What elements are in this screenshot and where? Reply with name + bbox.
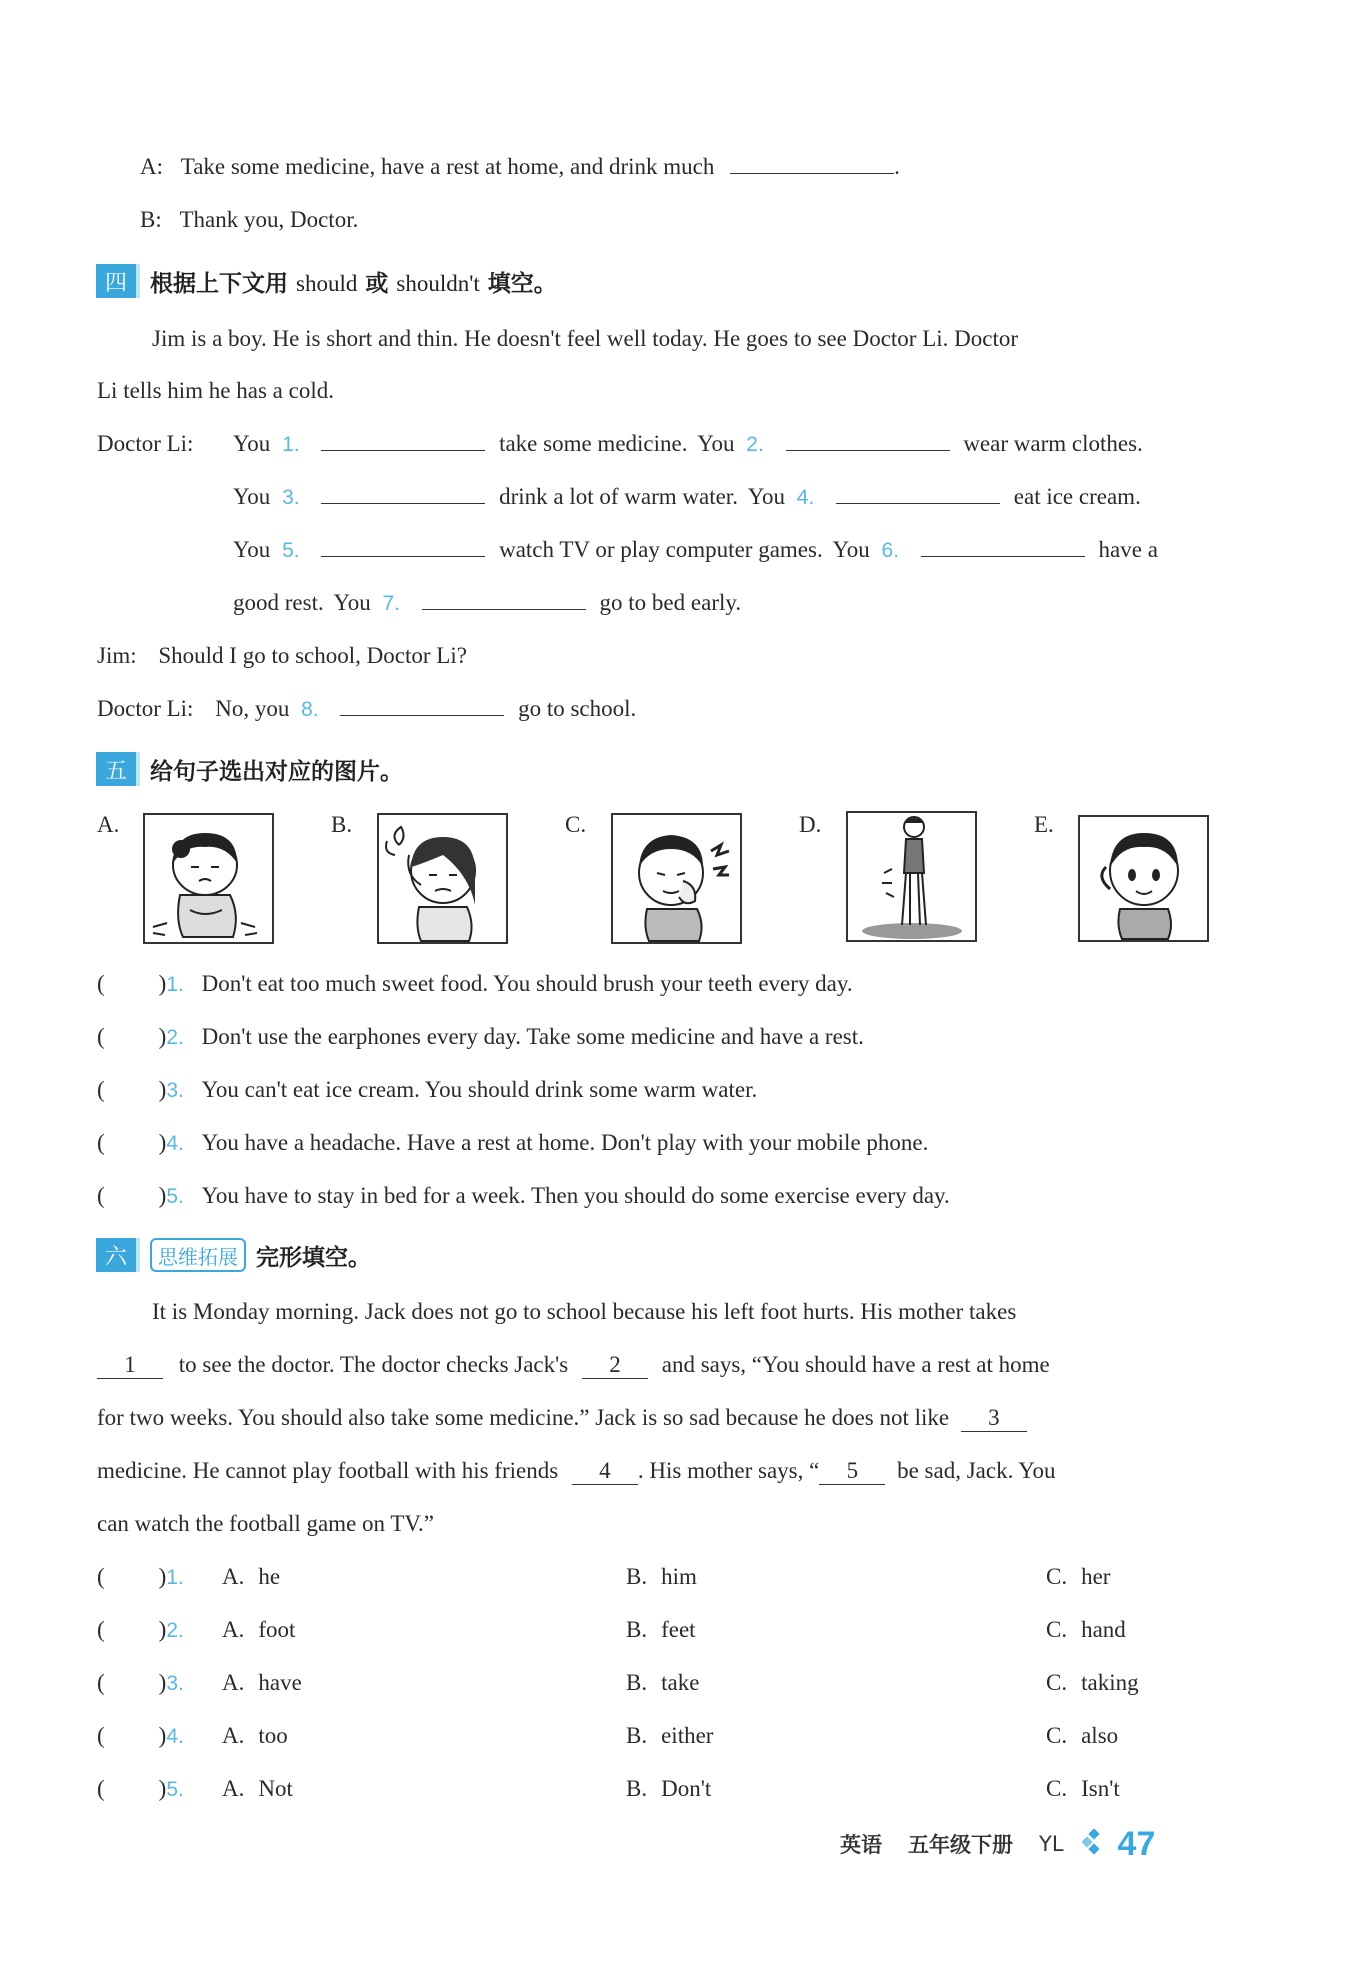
passage-text: . His mother says, “	[637, 1458, 820, 1483]
sentence-text: You have a headache. Have a rest at home. Don't play with your mobile phone.	[201, 1130, 929, 1155]
option-text: he	[258, 1564, 281, 1589]
sentence-text: watch TV or play computer games.	[499, 537, 823, 562]
paren-open: (	[97, 1183, 105, 1208]
match-item	[97, 1075, 757, 1106]
sentence-text: go to school.	[518, 696, 637, 721]
option-label: C.	[1046, 1564, 1068, 1589]
passage-text: medicine. He cannot play football with his friends	[97, 1458, 559, 1483]
match-item	[97, 1181, 950, 1212]
paren-close: )	[158, 971, 167, 996]
answer-slot[interactable]	[105, 1774, 159, 1796]
passage-text: be sad, Jack. You	[897, 1458, 1056, 1483]
sentence-text: wear warm clothes.	[963, 431, 1143, 456]
option-c[interactable]	[1046, 1721, 1118, 1751]
option-label: B.	[626, 1670, 648, 1695]
option-label: A.	[222, 1723, 245, 1748]
speaker-label: B:	[140, 207, 162, 232]
option-row	[97, 1774, 1217, 1805]
jim-line	[97, 641, 467, 671]
item-number: 1.	[282, 433, 300, 456]
item-number: 1.	[166, 1566, 184, 1589]
item-number: 5.	[282, 539, 300, 562]
item-number: 5.	[166, 1778, 184, 1801]
option-label: B.	[626, 1723, 648, 1748]
footer-grade: 五年级下册	[908, 1833, 1013, 1857]
section-title: 完形填空。	[256, 1244, 371, 1271]
paren-open: (	[97, 1564, 105, 1589]
item-number: 2.	[166, 1026, 184, 1049]
answer-slot[interactable]	[105, 1562, 159, 1584]
title-part: should	[296, 270, 358, 296]
paren-open: (	[97, 1024, 105, 1049]
speaker-label: A:	[140, 154, 163, 179]
sentence-text: You can't eat ice cream. You should drink some warm water.	[201, 1077, 758, 1102]
option-b[interactable]	[626, 1562, 697, 1592]
item-number: 5.	[166, 1185, 184, 1208]
sentence-text: Should I go to school, Doctor Li?	[158, 643, 467, 668]
sentence-text: No, you	[215, 696, 290, 721]
paren-close: )	[158, 1183, 167, 1208]
cloze-blank[interactable]: 2	[582, 1352, 648, 1379]
fill-line-4	[233, 588, 741, 619]
option-text: also	[1081, 1723, 1119, 1748]
answer-blank[interactable]	[786, 429, 950, 451]
answer-slot[interactable]	[105, 1128, 159, 1150]
picture-label: B.	[331, 812, 353, 837]
title-part: 或	[365, 270, 389, 297]
picture-label: A.	[97, 812, 120, 837]
option-label: C.	[1046, 1617, 1068, 1642]
section-number-badge: 六	[96, 1238, 140, 1272]
sentence-text: You have to stay in bed for a week. Then you should do some exercise every day.	[201, 1183, 950, 1208]
option-text: either	[661, 1723, 714, 1748]
option-b[interactable]	[626, 1668, 699, 1698]
answer-blank[interactable]	[321, 429, 485, 451]
word: You	[233, 431, 271, 456]
option-label: A.	[222, 1564, 245, 1589]
option-a[interactable]	[222, 1615, 295, 1645]
sentence-text: Don't use the earphones every day. Take some medicine and have a rest.	[201, 1024, 864, 1049]
paren-open: (	[97, 1723, 105, 1748]
intro-text: Jim is a boy. He is short and thin. He doesn't feel well today. He goes to see Doctor Li. Doctor	[152, 326, 1019, 351]
page-number: 47	[1117, 1824, 1156, 1863]
answer-slot[interactable]	[105, 1721, 159, 1743]
answer-blank[interactable]	[321, 482, 485, 504]
fill-line-2	[233, 482, 1141, 513]
word: You	[747, 484, 786, 509]
option-label: C.	[1046, 1776, 1068, 1801]
option-label: A.	[222, 1670, 245, 1695]
option-label: B.	[626, 1564, 648, 1589]
sentence-text: Don't eat too much sweet food. You should brush your teeth every day.	[201, 971, 853, 996]
picture-label: C.	[565, 812, 587, 837]
match-item	[97, 1022, 864, 1053]
option-text: have	[258, 1670, 302, 1695]
section-6-heading	[96, 1238, 371, 1272]
option-text: Not	[258, 1776, 293, 1801]
match-item	[97, 969, 853, 1000]
answer-slot[interactable]	[105, 1668, 159, 1690]
cloze-blank[interactable]: 5	[819, 1458, 885, 1485]
item-number: 3.	[166, 1079, 184, 1102]
section-number-badge: 四	[96, 264, 140, 298]
paren-close: )	[158, 1130, 167, 1155]
answer-slot[interactable]	[105, 1615, 159, 1637]
answer-slot[interactable]	[105, 1181, 159, 1203]
passage-text: to see the doctor. The doctor checks Jack's	[178, 1352, 569, 1377]
match-item	[97, 1128, 928, 1159]
item-number: 4.	[166, 1132, 184, 1155]
option-a[interactable]	[222, 1668, 302, 1698]
option-text: hand	[1081, 1617, 1126, 1642]
diamond-icon	[1082, 1829, 1108, 1860]
option-row	[97, 1562, 1217, 1593]
passage-line	[97, 1350, 1050, 1380]
girl-headache-icon	[377, 813, 508, 944]
title-part: shouldn't	[396, 270, 480, 296]
option-label: A.	[222, 1617, 245, 1642]
dialogue-text: Take some medicine, have a rest at home, and drink much	[180, 154, 715, 179]
thinking-extension-tag: 思维拓展	[150, 1238, 246, 1272]
footer-subject: 英语	[840, 1833, 882, 1857]
paren-close: )	[158, 1776, 167, 1801]
option-text: take	[661, 1670, 700, 1695]
footer-edition: YL	[1039, 1832, 1064, 1856]
title-part: 根据上下文用	[150, 270, 288, 297]
paren-open: (	[97, 1077, 105, 1102]
option-b[interactable]	[626, 1615, 696, 1645]
title-part: 填空。	[487, 270, 557, 297]
section-title: 给句子选出对应的图片。	[150, 758, 403, 785]
sentence-text: have a	[1098, 537, 1158, 562]
answer-blank[interactable]	[836, 482, 1000, 504]
page-footer	[840, 1822, 1155, 1866]
speaker-label: Doctor Li:	[97, 431, 194, 456]
option-text: him	[661, 1564, 697, 1589]
paren-open: (	[97, 1670, 105, 1695]
boy-toothache-icon	[611, 813, 742, 944]
option-c[interactable]	[1046, 1668, 1139, 1698]
word: You	[233, 537, 271, 562]
item-number: 3.	[282, 486, 300, 509]
paren-open: (	[97, 1776, 105, 1801]
answer-slot[interactable]	[105, 1075, 159, 1097]
item-number: 8.	[301, 698, 319, 721]
item-number: 3.	[166, 1672, 184, 1695]
item-number: 1.	[166, 973, 184, 996]
option-c[interactable]	[1046, 1562, 1110, 1592]
option-label: C.	[1046, 1723, 1068, 1748]
answer-blank[interactable]	[422, 588, 586, 610]
option-c[interactable]	[1046, 1615, 1126, 1645]
item-number: 2.	[166, 1619, 184, 1642]
option-b[interactable]	[626, 1721, 713, 1751]
speaker-label: Jim:	[97, 643, 137, 668]
cloze-blank[interactable]: 1	[97, 1352, 163, 1379]
answer-slot[interactable]	[105, 1022, 159, 1044]
paren-open: (	[97, 1130, 105, 1155]
section-4-heading	[96, 264, 557, 298]
section-number-badge: 五	[96, 752, 140, 786]
answer-slot[interactable]	[105, 969, 159, 991]
option-text: Isn't	[1081, 1776, 1120, 1801]
dialogue-line-b	[140, 205, 358, 235]
item-number: 6.	[881, 539, 900, 562]
item-number: 7.	[382, 592, 401, 615]
dialogue-text: Thank you, Doctor.	[179, 207, 359, 232]
option-text: feet	[661, 1617, 696, 1642]
paren-close: )	[158, 1670, 167, 1695]
paren-open: (	[97, 1617, 105, 1642]
option-c[interactable]	[1046, 1774, 1120, 1804]
doctor-answer-line	[97, 694, 636, 725]
paren-open: (	[97, 971, 105, 996]
answer-blank[interactable]	[921, 535, 1085, 557]
word: You	[333, 590, 371, 615]
fill-line-1	[233, 429, 1143, 460]
intro-text: Li tells him he has a cold.	[97, 378, 334, 403]
option-a[interactable]	[222, 1774, 293, 1804]
passage-line	[97, 1456, 1056, 1486]
option-label: A.	[222, 1776, 245, 1801]
option-text: foot	[258, 1617, 296, 1642]
paren-close: )	[158, 1024, 167, 1049]
sentence-text: eat ice cream.	[1013, 484, 1141, 509]
punctuation: .	[894, 154, 900, 179]
sentence-text: good rest.	[233, 590, 324, 615]
boy-earache-icon	[1078, 815, 1209, 942]
option-label: C.	[1046, 1670, 1068, 1695]
option-label: B.	[626, 1617, 648, 1642]
word: You	[233, 484, 271, 509]
paren-close: )	[158, 1564, 167, 1589]
picture-label: E.	[1034, 812, 1054, 837]
answer-blank[interactable]	[730, 152, 894, 174]
option-row	[97, 1721, 1217, 1752]
speaker-label: Doctor Li:	[97, 696, 194, 721]
sentence-text: take some medicine.	[499, 431, 688, 456]
item-number: 4.	[796, 486, 815, 509]
passage-line	[97, 1403, 1027, 1433]
option-text: too	[258, 1723, 288, 1748]
cloze-blank[interactable]: 4	[572, 1458, 638, 1485]
paren-close: )	[158, 1077, 167, 1102]
option-row	[97, 1615, 1217, 1646]
answer-blank[interactable]	[340, 694, 504, 716]
passage-text: can watch the football game on TV.”	[97, 1511, 435, 1536]
option-a[interactable]	[222, 1562, 280, 1592]
fill-line-3	[233, 535, 1158, 566]
answer-blank[interactable]	[321, 535, 485, 557]
sentence-text: drink a lot of warm water.	[499, 484, 738, 509]
option-a[interactable]	[222, 1721, 288, 1751]
item-number: 4.	[166, 1725, 184, 1748]
dialogue-line-a	[140, 152, 900, 182]
passage-text: and says, “You should have a rest at home	[661, 1352, 1050, 1377]
option-text: Don't	[661, 1776, 712, 1801]
paren-close: )	[158, 1723, 167, 1748]
section-title	[150, 265, 557, 298]
picture-label: D.	[799, 812, 822, 837]
section-5-heading	[96, 752, 403, 786]
boy-hurt-leg-icon	[846, 811, 977, 942]
word: You	[832, 537, 870, 562]
option-label: B.	[626, 1776, 648, 1801]
girl-stomachache-icon	[143, 813, 274, 944]
paren-close: )	[158, 1617, 167, 1642]
word: You	[697, 431, 735, 456]
item-number: 2.	[746, 433, 764, 456]
cloze-blank[interactable]: 3	[961, 1405, 1027, 1432]
option-b[interactable]	[626, 1774, 711, 1804]
option-text: taking	[1081, 1670, 1139, 1695]
passage-text: It is Monday morning. Jack does not go to school because his left foot hurts. His mother takes	[152, 1299, 1017, 1324]
sentence-text: go to bed early.	[599, 590, 742, 615]
option-row	[97, 1668, 1217, 1699]
passage-text: for two weeks. You should also take some medicine.” Jack is so sad because he does not like	[97, 1405, 950, 1430]
option-text: her	[1081, 1564, 1111, 1589]
